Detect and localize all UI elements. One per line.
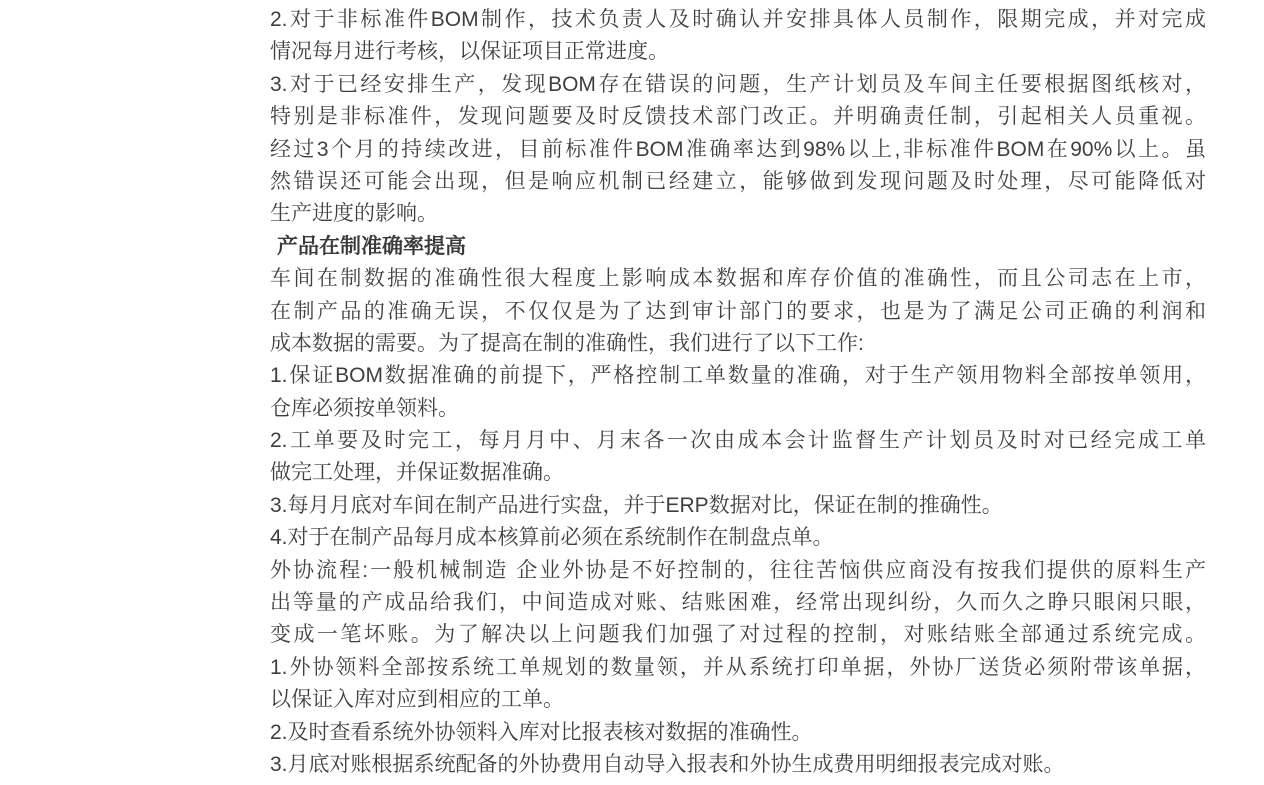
text-line: 2.对于非标准件BOM制作，技术负责人及时确认并安排具体人员制作，限期完成，并对完成 (270, 8, 1206, 31)
text-line: 1.外协领料全部按系统工单规划的数量领，并从系统打印单据，外协厂送货必须附带该单据， (270, 655, 1206, 679)
text-line: 成本数据的需要。为了提高在制的准确性，我们进行了以下工作: (270, 331, 864, 355)
text-line: 3.每月月底对车间在制产品进行实盘，并于ERP数据对比，保证在制的推确性。 (270, 493, 1003, 517)
text-line: 1.保证BOM数据准确的前提下，严格控制工单数量的准确，对于生产领用物料全部按单领用， (270, 364, 1206, 388)
text-line: 2.工单要及时完工，每月月中、月末各一次由成本会计监督生产计划员及时对已经完成工单 (270, 429, 1206, 453)
section-heading: 产品在制准确率提高 (277, 234, 466, 258)
text-line: 然错误还可能会出现，但是响应机制已经建立，能够做到发现问题及时处理，尽可能降低对 (270, 169, 1206, 193)
text-line: 做完工处理，并保证数据准确。 (270, 461, 564, 485)
text-line: 3.对于已经安排生产，发现BOM存在错误的问题，生产计划员及车间主任要根据图纸核对， (270, 72, 1206, 96)
text-line: 以保证入库对应到相应的工单。 (270, 688, 564, 712)
document-text-block (270, 4, 1206, 781)
text-line: 出等量的产成品给我们，中间造成对账、结账困难，经常出现纠纷，久而久之睁只眼闲只眼， (270, 591, 1206, 615)
text-line: 情况每月进行考核，以保证项目正常进度。 (270, 40, 669, 64)
text-line: 生产进度的影响。 (270, 202, 438, 226)
text-line: 变成一笔坏账。为了解决以上问题我们加强了对过程的控制，对账结账全部通过系统完成。 (270, 623, 1206, 647)
text-line: 经过3个月的持续改进，目前标准件BOM准确率达到98%以上,非标准件BOM在90%以上。虽 (270, 137, 1206, 161)
text-line: 仓库必须按单领料。 (270, 396, 459, 420)
text-line: 4.对于在制产品每月成本核算前必须在系统制作在制盘点单。 (270, 526, 834, 550)
text-line: 外协流程:一般机械制造 企业外协是不好控制的，往往苦恼供应商没有按我们提供的原料生产 (270, 558, 1206, 582)
text-line: 2.及时查看系统外协领料入库对比报表核对数据的准确性。 (270, 720, 813, 744)
text-line: 在制产品的准确无误，不仅仅是为了达到审计部门的要求，也是为了满足公司正确的利润和 (270, 299, 1206, 323)
text-line: 3.月底对账根据系统配备的外协费用自动导入报表和外协生成费用明细报表完成对账。 (270, 752, 1065, 776)
text-line: 特别是非标准件，发现问题要及时反馈技术部门改正。并明确责任制，引起相关人员重视。 (270, 105, 1206, 129)
text-line: 车间在制数据的准确性很大程度上影响成本数据和库存价值的准确性，而且公司志在上市， (270, 267, 1206, 291)
